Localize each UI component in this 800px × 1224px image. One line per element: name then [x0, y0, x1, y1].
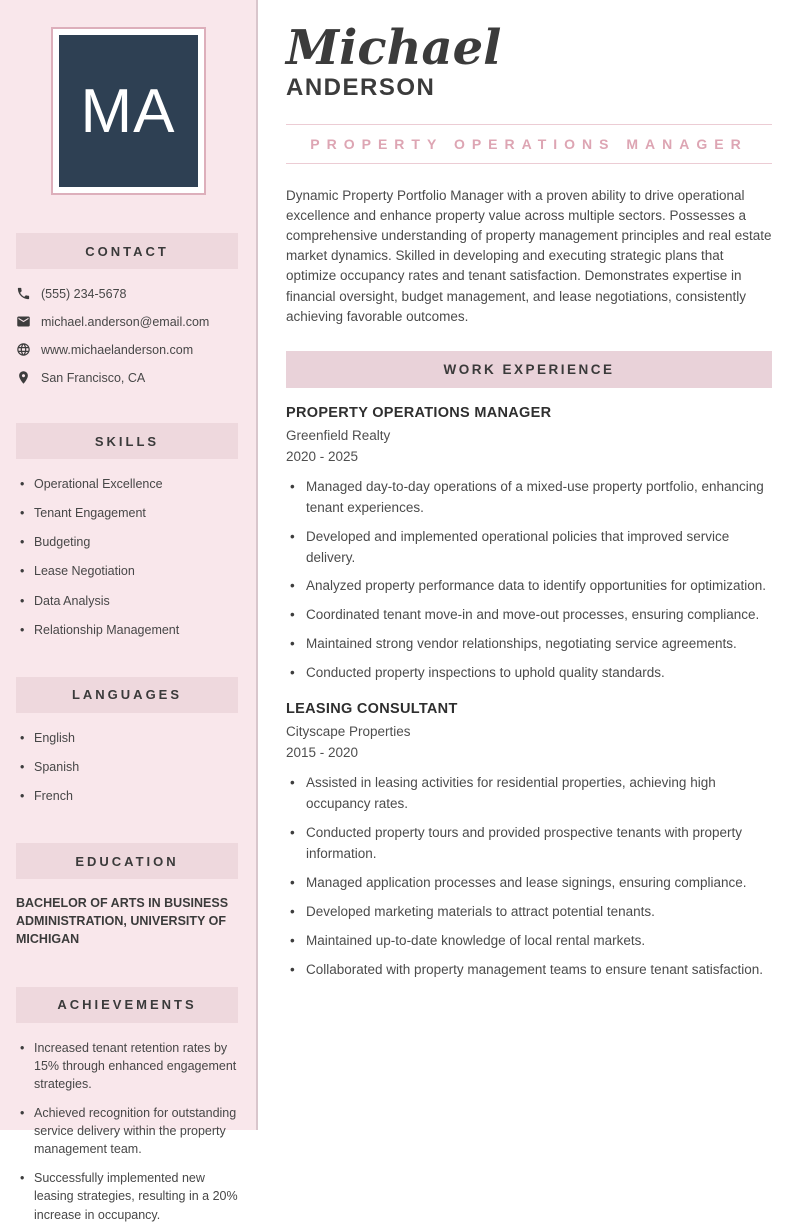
email-icon: [16, 314, 31, 329]
job-bullet: • Maintained strong vendor relationships, negotiating service agreements.: [290, 634, 772, 655]
job-bullet: • Assisted in leasing activities for residential properties, achieving high occupancy rates.: [290, 773, 772, 815]
skill-item: • Tenant Engagement: [20, 504, 240, 522]
contact-website-text: www.michaelanderson.com: [41, 342, 194, 357]
first-name: Michael: [286, 20, 502, 76]
main-content: [258, 0, 800, 1130]
language-item: • French: [20, 787, 240, 805]
contact-section: [0, 233, 256, 385]
education-degree: BACHELOR OF ARTS IN BUSINESS ADMINISTRATION, UNIVERSITY OF MICHIGAN: [16, 896, 229, 947]
headline-job-title: PROPERTY OPERATIONS MANAGER: [310, 136, 748, 152]
phone-icon: [16, 286, 31, 301]
job-bullet: • Analyzed property performance data to identify opportunities for optimization.: [290, 576, 772, 597]
professional-summary: Dynamic Property Portfolio Manager with a proven ability to drive operational excellence and enhance property value across multiple sectors. Possesses a comprehensive understanding of property management principles and real estate market dynamics. Skilled in developing and executing strategic plans that optimize occupancy rates and tenant satisfaction. Demonstrates expertise in financial oversight, budget management, and lease negotiations, consistently achieving favorable outcomes.: [286, 188, 772, 324]
contact-phone: [16, 286, 240, 301]
job-title: PROPERTY OPERATIONS MANAGER: [286, 404, 552, 421]
skill-item: • Data Analysis: [20, 592, 240, 610]
globe-icon: [16, 342, 31, 357]
achievements-list: [20, 1039, 240, 1224]
achievement-item: • Successfully implemented new leasing strategies, resulting in a 20% increase in occupancy.: [20, 1169, 240, 1223]
job-company: Cityscape Properties: [286, 724, 411, 740]
skills-section-title: SKILLS: [16, 423, 238, 459]
job-bullet: • Developed marketing materials to attract potential tenants.: [290, 902, 772, 923]
job-dates: 2015 - 2020: [286, 745, 359, 761]
job-bullet: • Managed day-to-day operations of a mixed-use property portfolio, enhancing tenant experiences.: [290, 477, 772, 519]
job-bullet: • Managed application processes and lease signings, ensuring compliance.: [290, 873, 772, 894]
contact-location-text: San Francisco, CA: [41, 370, 146, 385]
skill-item: • Operational Excellence: [20, 475, 240, 493]
job-entry: [286, 701, 772, 980]
job-company: Greenfield Realty: [286, 427, 391, 443]
contact-email: [16, 314, 240, 329]
job-bullet: • Conducted property tours and provided prospective tenants with property information.: [290, 823, 772, 865]
language-item: • English: [20, 729, 240, 747]
contact-list: [16, 286, 240, 385]
job-bullet-list: [290, 477, 772, 684]
avatar-monogram-box: [59, 35, 198, 187]
skill-item: • Lease Negotiation: [20, 562, 240, 580]
achievements-section-title: ACHIEVEMENTS: [16, 987, 238, 1023]
job-title: LEASING CONSULTANT: [286, 701, 458, 718]
languages-list: [20, 729, 240, 805]
education-section-title: EDUCATION: [16, 843, 238, 879]
contact-location: [16, 370, 240, 385]
job-entry: [286, 405, 772, 684]
contact-website: [16, 342, 240, 357]
resume-header: [286, 20, 772, 164]
sidebar: [0, 0, 258, 1222]
skills-list: [20, 475, 240, 639]
achievements-section: [0, 987, 256, 1224]
location-pin-icon: [16, 370, 31, 385]
divider: [286, 163, 772, 164]
work-experience-section-title: WORK EXPERIENCE: [286, 351, 772, 388]
job-bullet-list: [290, 773, 772, 980]
job-dates: 2020 - 2025: [286, 448, 359, 464]
job-bullet: • Maintained up-to-date knowledge of local rental markets.: [290, 931, 772, 952]
job-bullet: • Conducted property inspections to uphold quality standards.: [290, 663, 772, 684]
contact-phone-text: (555) 234-5678: [41, 286, 127, 301]
skill-item: • Relationship Management: [20, 621, 240, 639]
avatar-initials: MA: [80, 76, 176, 146]
job-bullet: • Coordinated tenant move-in and move-out processes, ensuring compliance.: [290, 605, 772, 626]
last-name: ANDERSON: [286, 74, 436, 101]
education-section: [0, 843, 256, 948]
skills-section: [0, 423, 256, 639]
job-bullet: • Developed and implemented operational policies that improved service delivery.: [290, 527, 772, 569]
languages-section-title: LANGUAGES: [16, 677, 238, 713]
contact-email-text: michael.anderson@email.com: [41, 314, 210, 329]
languages-section: [0, 677, 256, 805]
skill-item: • Budgeting: [20, 533, 240, 551]
avatar: [51, 27, 206, 195]
contact-section-title: CONTACT: [16, 233, 238, 269]
achievement-item: • Increased tenant retention rates by 15% through enhanced engagement strategies.: [20, 1039, 240, 1093]
achievement-item: • Achieved recognition for outstanding service delivery within the property management team.: [20, 1104, 240, 1158]
job-bullet: • Collaborated with property management teams to ensure tenant satisfaction.: [290, 960, 772, 981]
language-item: • Spanish: [20, 758, 240, 776]
